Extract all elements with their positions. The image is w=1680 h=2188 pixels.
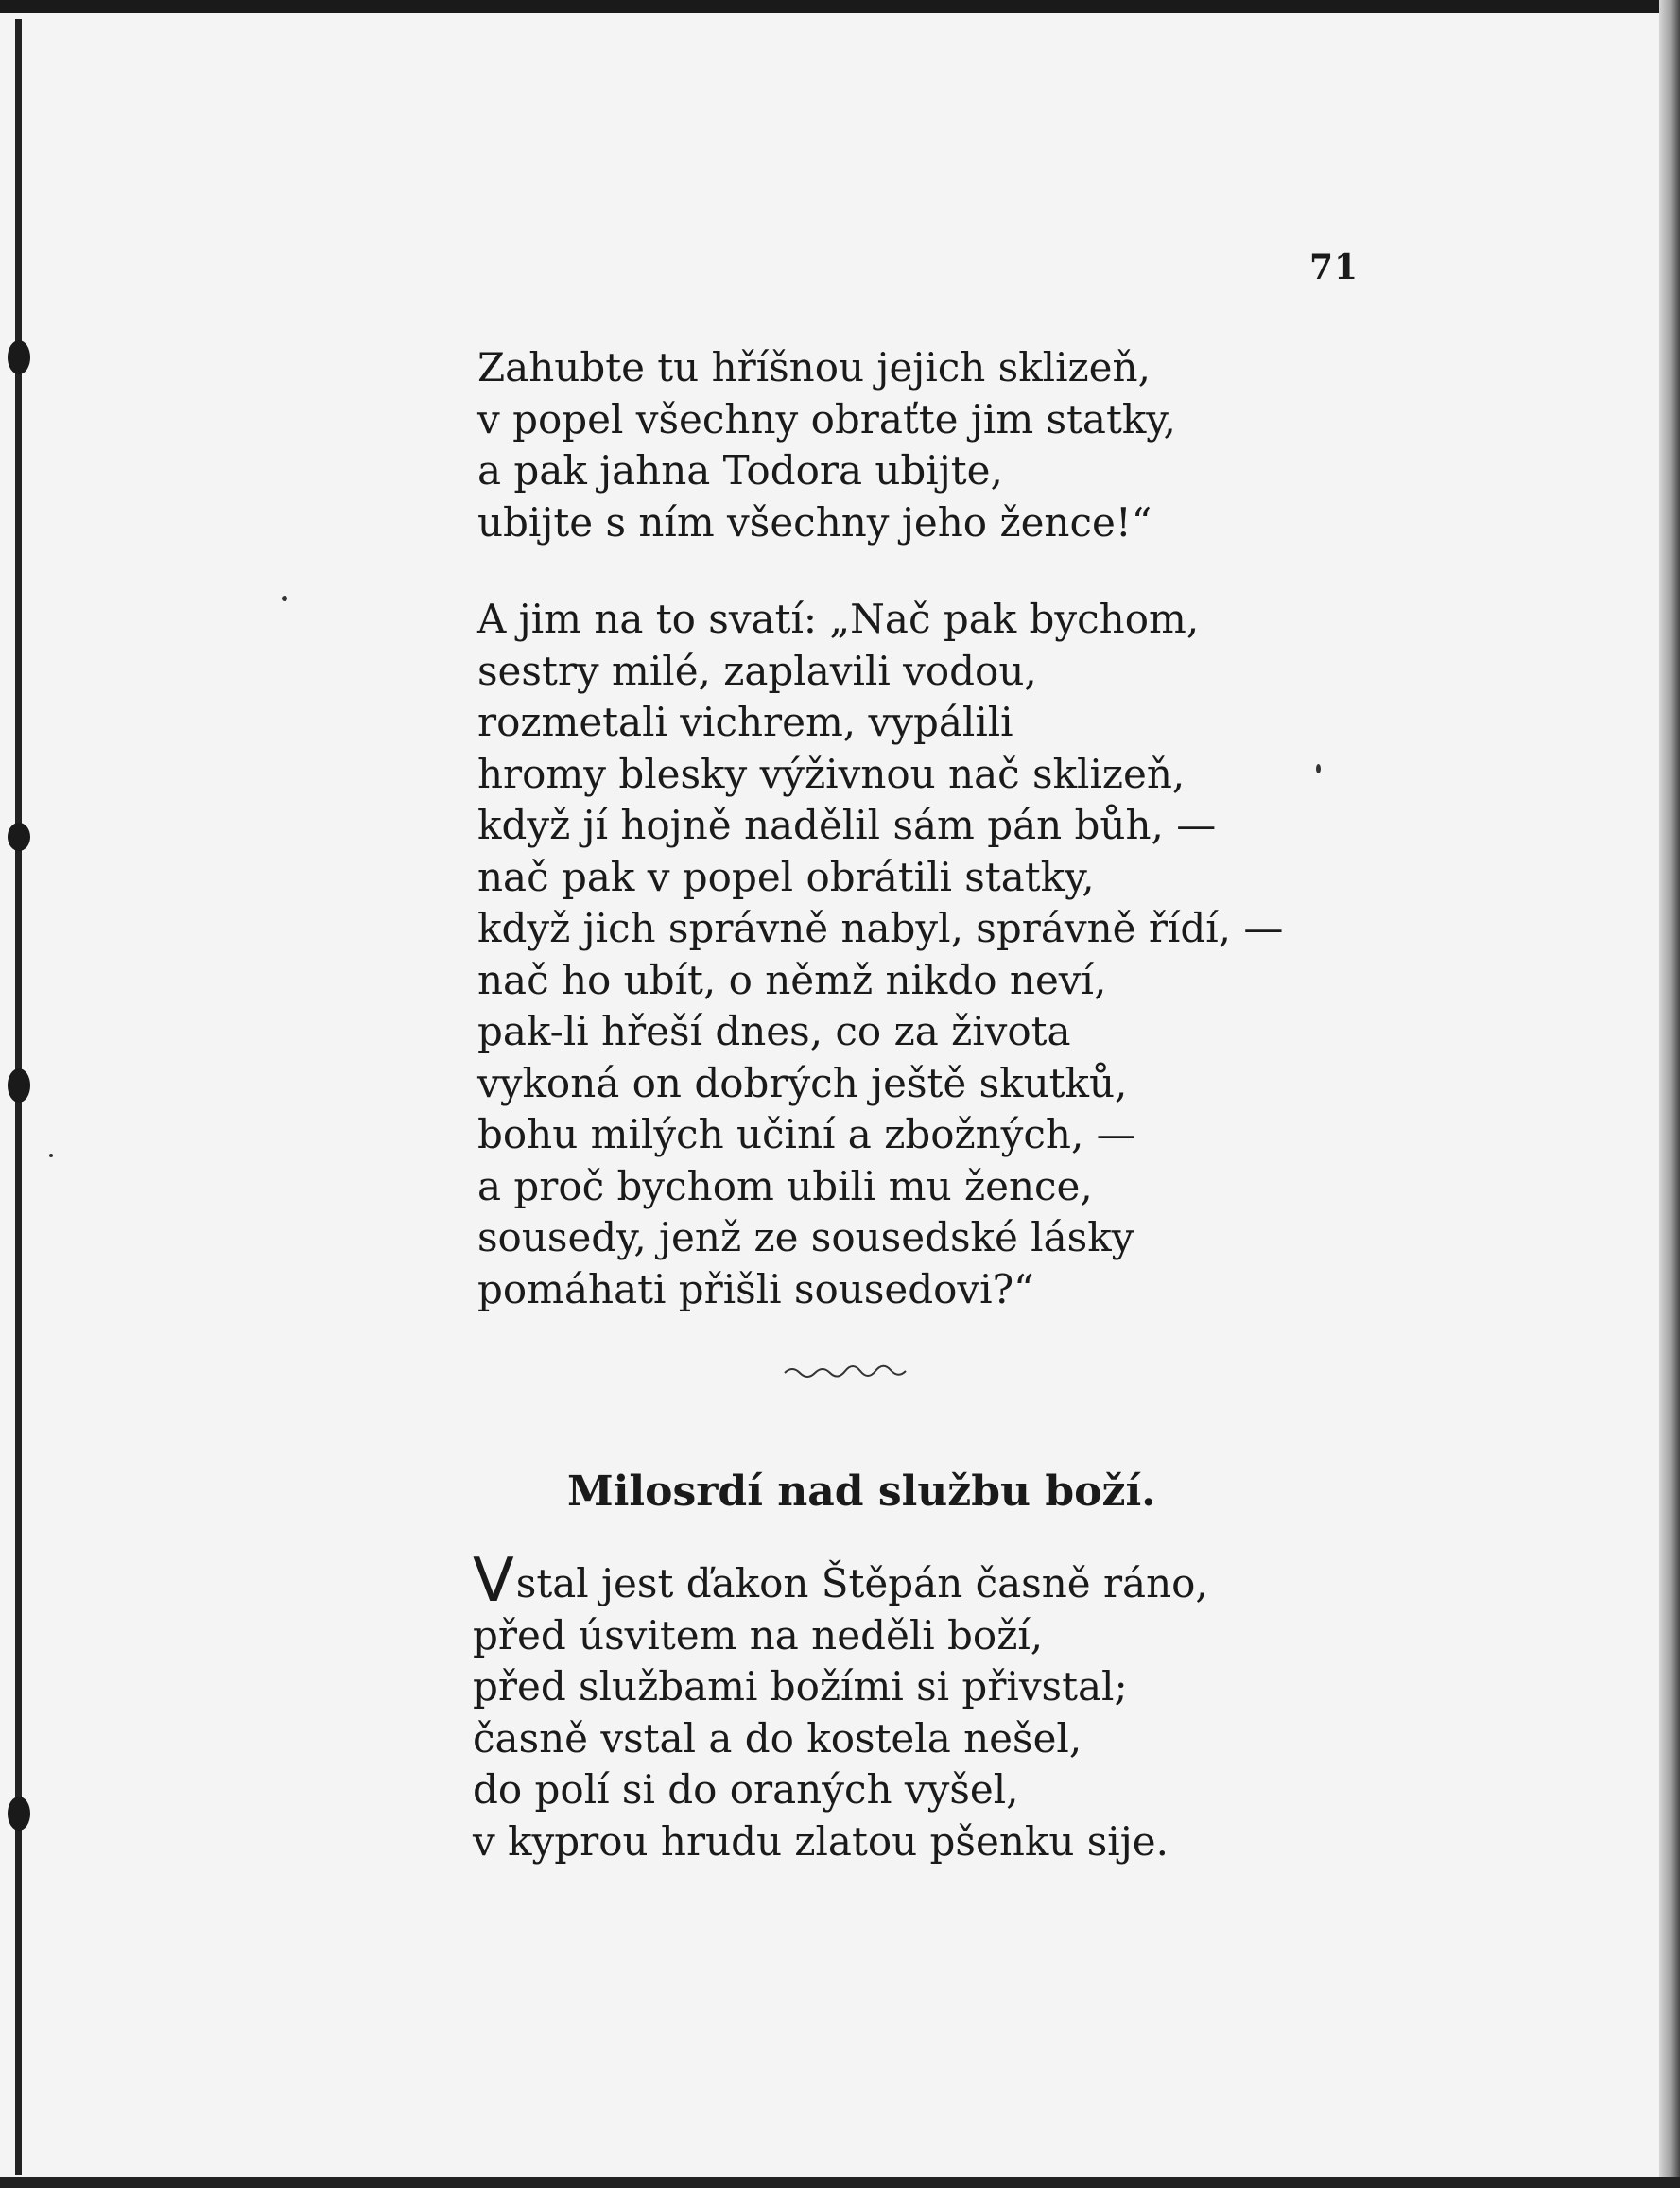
- verse-line: hromy blesky výživnou nač sklizeň,: [477, 750, 1186, 797]
- verse-line: když jí hojně nadělil sám pán bůh, —: [477, 802, 1217, 848]
- scan-speck: [1316, 764, 1321, 773]
- stanza-2: [477, 594, 1283, 1315]
- verse-line: pak-li hřeší dnes, co za života: [477, 1008, 1071, 1054]
- verse-line: vykoná on dobrých ještě skutků,: [477, 1059, 1128, 1106]
- verse-line-first: [473, 1546, 1208, 1616]
- binding-mark: [8, 823, 30, 851]
- binding-mark: [8, 1068, 30, 1103]
- scan-edge-right: [1659, 0, 1680, 2188]
- verse-line: a pak jahna Todora ubijte,: [477, 447, 1003, 494]
- verse-line: do polí si do oraných vyšel,: [473, 1766, 1019, 1813]
- binding-mark: [8, 1797, 30, 1831]
- verse-line: sousedy, jenž ze sousedské lásky: [477, 1214, 1134, 1260]
- verse-line: bohu milých učiní a zbožných, —: [477, 1111, 1136, 1157]
- verse-line: v popel všechny obraťte jim statky,: [477, 395, 1176, 443]
- verse-line: a proč bychom ubili mu žence,: [477, 1162, 1093, 1209]
- stanza-1: [477, 342, 1176, 548]
- verse-line: pomáhati přišli sousedovi?“: [477, 1265, 1034, 1312]
- verse-line: před službami božími si přivstal;: [473, 1663, 1128, 1710]
- verse-line: A jim na to svatí: „Nač pak bychom,: [477, 596, 1200, 642]
- verse-line: nač ho ubít, o němž nikdo neví,: [477, 956, 1107, 1003]
- drop-cap: V: [473, 1546, 514, 1616]
- verse-line: časně vstal a do kostela nešel,: [473, 1714, 1082, 1762]
- verse-line: v kyprou hrudu zlatou pšenku sije.: [473, 1817, 1169, 1865]
- stanza-3: [473, 1546, 1208, 1867]
- page-number: 71: [1309, 248, 1360, 287]
- scan-edge-top: [0, 0, 1680, 13]
- verse-line: nač pak v popel obrátili statky,: [477, 853, 1095, 900]
- binding-mark: [8, 340, 30, 374]
- verse-line-rest: stal jest ďakon Štěpán časně ráno,: [515, 1560, 1208, 1606]
- verse-line: když jich správně nabyl, správně řídí, —: [477, 905, 1284, 951]
- wavy-ornament: [783, 1362, 909, 1381]
- verse-line: ubijte s ním všechny jeho žence!“: [477, 498, 1152, 546]
- verse-line: rozmetali vichrem, vypálili: [477, 699, 1013, 745]
- scan-edge-bottom: [0, 2177, 1680, 2188]
- scan-speck: [49, 1154, 53, 1157]
- verse-line: sestry milé, zaplavili vodou,: [477, 647, 1037, 694]
- verse-line: Zahubte tu hříšnou jejich sklizeň,: [477, 344, 1151, 391]
- verse-line: před úsvitem na neděli boží,: [473, 1611, 1044, 1658]
- section-title: Milosrdí nad službu boží.: [567, 1467, 1156, 1516]
- scan-speck: [282, 596, 287, 601]
